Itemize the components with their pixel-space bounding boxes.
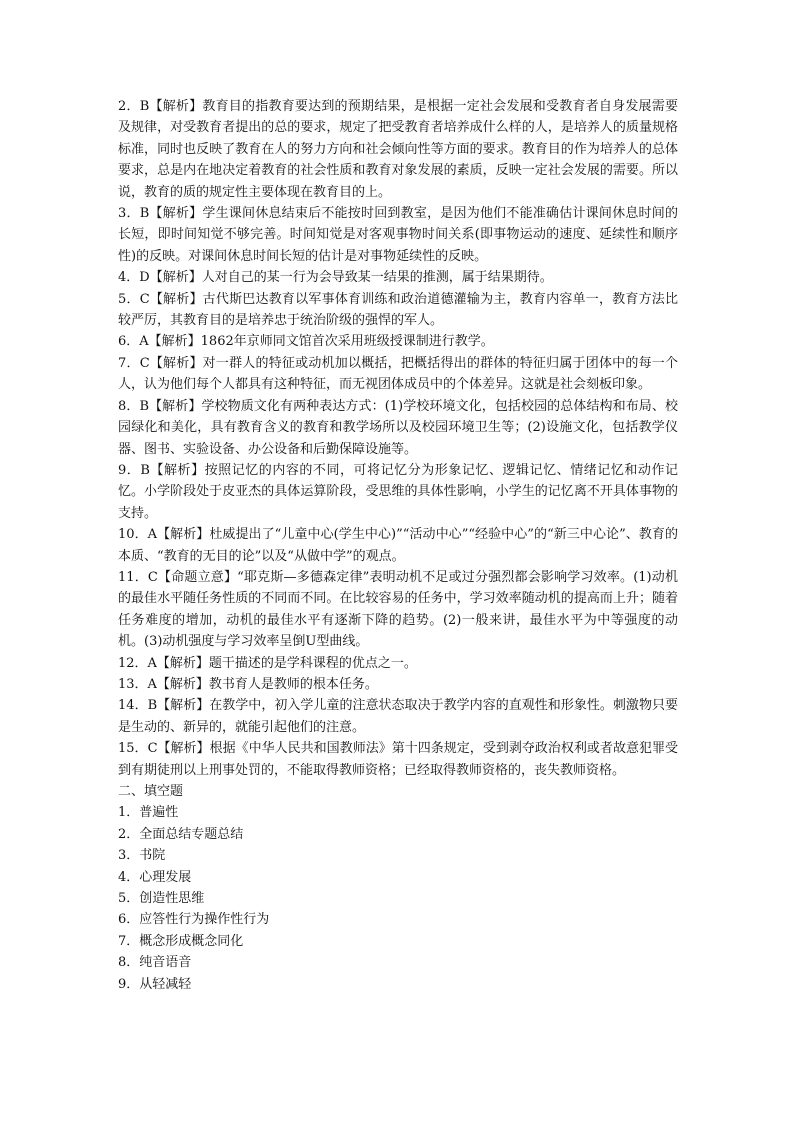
- analysis-item-6: 6．A【解析】1862年京师同文馆首次采用班级授课制进行教学。: [118, 334, 494, 350]
- analysis-item-4: 4．D【解析】人对自己的某一行为会导致某一结果的推测，属于结果期待。: [118, 270, 553, 286]
- fill-answer-6: 6．应答性行为操作性行为: [118, 912, 270, 928]
- fill-answer-3: 3．书院: [118, 848, 166, 864]
- analysis-item-2: 2．B【解析】教育目的指教育要达到的预期结果，是根据一定社会发展和受教育者自身发展需要及规律，对受教育者提出的总的要求，规定了把受教育者培养成什么样的人，是培养人的质量规格标准，同时也反映了教育在人的努力方向和社会倾向性等方面的要求。教育目的作为培养人的总体要求，总是内在地决定着教育的社会性质和教育对象发展的素质，反映一定社会发展的需要。所以说，教育的质的规定性主要体现在教育目的上。: [118, 99, 678, 200]
- fill-answer-2: 2．全面总结专题总结: [118, 826, 244, 842]
- fill-answer-5: 5．创造性思维: [118, 891, 205, 907]
- analysis-item-13: 13．A【解析】教书育人是教师的根本任务。: [118, 676, 378, 692]
- analysis-item-15: 15．C【解析】根据《中华人民共和国教师法》第十四条规定，受到剥夺政治权利或者故意犯罪受到有期徒刑以上刑事处罚的，不能取得教师资格；已经取得教师资格的，丧失教师资格。: [118, 741, 678, 778]
- analysis-item-3: 3．B【解析】学生课间休息结束后不能按时回到教室，是因为他们不能准确估计课间休息时间的长短，即时间知觉不够完善。时间知觉是对客观事物时间关系(即事物运动的速度、延续性和顺序性)的反映。对课间休息时间长短的估计是对事物延续性的反映。: [118, 206, 678, 264]
- analysis-item-11: 11．C【命题立意】“耶克斯—多德森定律”表明动机不足或过分强烈都会影响学习效率。(1)动机的最佳水平随任务性质的不同而不同。在比较容易的任务中，学习效率随动机的提高而上升；随着任务难度的增加，动机的最佳水平有逐渐下降的趋势。(2)一般来讲，最佳水平为中等强度的动机。(3)动机强度与学习效率呈倒U型曲线。: [118, 569, 678, 650]
- analysis-item-14: 14．B【解析】在教学中，初入学儿童的注意状态取决于教学内容的直观性和形象性。刺激物只要是生动的、新异的，就能引起他们的注意。: [118, 698, 678, 735]
- fill-answer-1: 1．普遍性: [118, 805, 179, 821]
- fill-answer-7: 7．概念形成概念同化: [118, 933, 244, 949]
- analysis-item-7: 7．C【解析】对一群人的特征或动机加以概括，把概括得出的群体的特征归属于团体中的每一个人，认为他们每个人都具有这种特征，而无视团体成员中的个体差异。这就是社会刻板印象。: [118, 355, 678, 393]
- analysis-item-5: 5．C【解析】古代斯巴达教育以军事体育训练和政治道德灌输为主，教育内容单一，教育方法比较严厉，其教育目的是培养忠于统治阶级的强悍的军人。: [118, 291, 678, 329]
- analysis-item-10: 10．A【解析】杜威提出了“儿童中心(学生中心)”“活动中心”“经验中心”的“新三中心论”、教育的本质、“教育的无目的论”以及“从做中学”的观点。: [118, 527, 678, 564]
- fill-answer-9: 9．从轻减轻: [118, 976, 192, 992]
- analysis-item-8: 8．B【解析】学校物质文化有两种表达方式：(1)学校环境文化，包括校园的总体结构和布局、校园绿化和美化，具有教育含义的教育和教学场所以及校园环境卫生等；(2)设施文化，包括教学仪器、图书、实验设备、办公设备和后勤保障设施等。: [118, 398, 678, 457]
- analysis-item-9: 9．B【解析】按照记忆的内容的不同，可将记忆分为形象记忆、逻辑记忆、情绪记忆和动作记忆。小学阶段处于皮亚杰的具体运算阶段，受思维的具体性影响，小学生的记忆离不开具体事物的支持。: [118, 462, 678, 521]
- analysis-item-12: 12．A【解析】题干描述的是学科课程的优点之一。: [118, 655, 417, 671]
- fill-answer-4: 4．心理发展: [118, 869, 192, 885]
- fill-answer-8: 8．纯音语音: [118, 955, 192, 971]
- document-page: [118, 96, 678, 995]
- section-title: 二、填空题: [118, 784, 184, 799]
